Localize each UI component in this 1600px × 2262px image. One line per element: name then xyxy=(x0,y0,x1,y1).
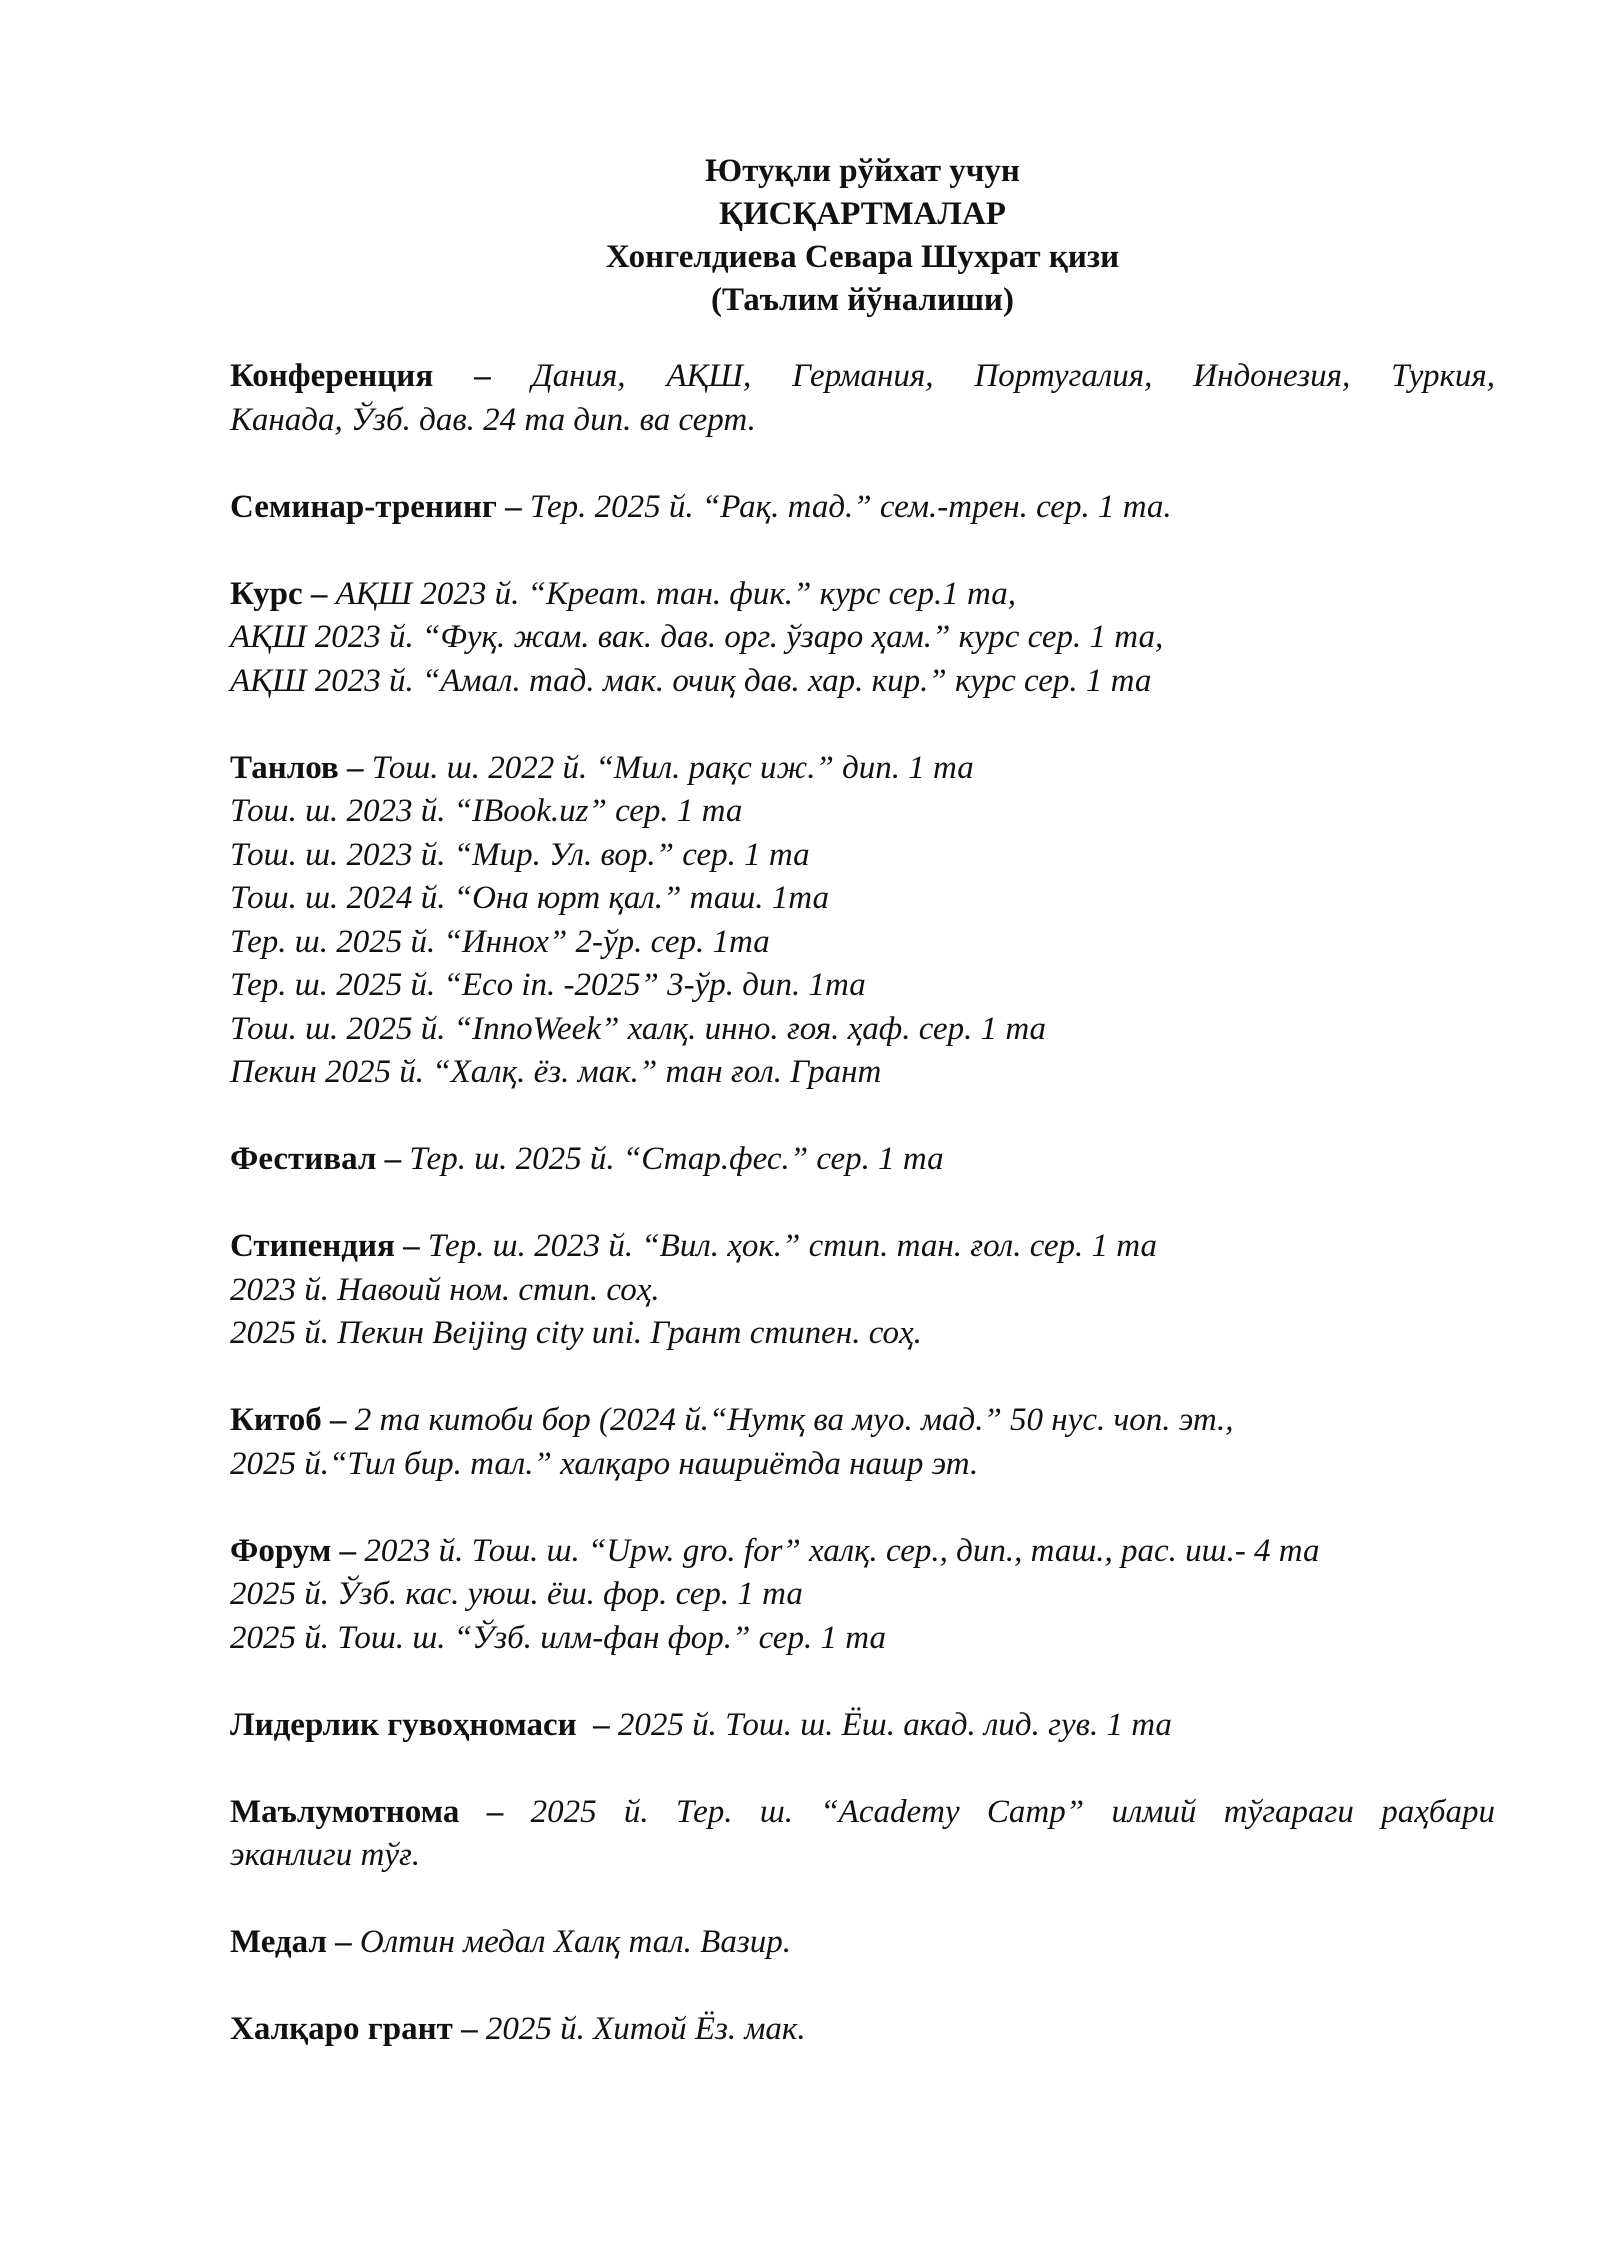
section-text: 2 та китоби бор (2024 й.“Нутқ ва муо. мад.” 50 нус. чоп. эт., xyxy=(346,1402,1234,1438)
section-international-grant xyxy=(230,2008,1495,2052)
section-line: 2025 й. Тош. ш. “Ўзб. илм-фан фор.” сер. 1 та xyxy=(230,1619,886,1656)
section-line: Пекин 2025 й. “Халқ. ёз. мак.” тан ғол. Грант xyxy=(230,1054,882,1090)
section-leadership-certificate xyxy=(230,1704,1495,1748)
section-text: Тер. 2025 й. “Рақ. тад.” сем.-трен. сер. 1 та. xyxy=(521,488,1172,525)
section-line: Тош. ш. 2024 й. “Она юрт қал.” таш. 1та xyxy=(230,880,830,916)
section-text: 2023 й. Тош. ш. “Upw. gro. for” халқ. сер., дип., таш., рас. иш.- 4 та xyxy=(356,1532,1320,1569)
section-first-line xyxy=(230,1225,1495,1269)
section-line: Тош. ш. 2023 й. “IBook.uz” сер. 1 та xyxy=(230,793,743,829)
section-text: 2025 й. Тош. ш. Ёш. акад. лид. гув. 1 та xyxy=(609,1706,1172,1743)
section-label: Стипендия – xyxy=(230,1228,420,1264)
document-header xyxy=(230,150,1495,322)
section-first-line xyxy=(230,1791,1495,1835)
section-line: Тер. ш. 2025 й. “Eco in. -2025” 3-ўр. дип. 1та xyxy=(230,967,866,1003)
section-line: Канада, Ўзб. дав. 24 та дип. ва серт. xyxy=(230,401,756,438)
section-line: 2025 й. Пекин Beijing city uni. Грант стипен. соҳ. xyxy=(230,1315,922,1351)
section-line: 2025 й.“Тил бир. тал.” халқаро нашриётда нашр эт. xyxy=(230,1445,979,1482)
section-first-line xyxy=(230,1138,1495,1182)
section-label: Лидерлик гувоҳномаси – xyxy=(230,1706,610,1743)
section-first-line xyxy=(230,2008,1495,2052)
section-label: Форум – xyxy=(230,1532,357,1569)
section-conference xyxy=(230,355,1495,442)
section-label: Китоб – xyxy=(230,1402,347,1438)
section-first-line xyxy=(230,573,1495,617)
section-line: Тош. ш. 2023 й. “Мир. Ул. вор.” сер. 1 та xyxy=(230,836,810,873)
section-reference-letter xyxy=(230,1791,1495,1878)
section-label: Халқаро грант – xyxy=(230,2011,478,2047)
section-seminar-training xyxy=(230,486,1495,530)
section-competition xyxy=(230,747,1495,1095)
section-line: АҚШ 2023 й. “Амал. тад. мак. очиқ дав. хар. кир.” курс сер. 1 та xyxy=(230,662,1152,699)
section-medal xyxy=(230,1921,1495,1965)
section-line: 2025 й. Ўзб. кас. уюш. ёш. фор. сер. 1 та xyxy=(230,1576,803,1612)
document-page xyxy=(230,150,1495,2095)
section-line: Тош. ш. 2025 й. “InnoWeek” халқ. инно. ғоя. ҳаф. сер. 1 та xyxy=(230,1010,1047,1047)
section-line: Тер. ш. 2025 й. “Иннох” 2-ўр. сер. 1та xyxy=(230,923,770,960)
section-first-line xyxy=(230,1921,1495,1965)
section-label: Курс – xyxy=(230,575,328,612)
section-label: Фестивал – xyxy=(230,1141,402,1177)
section-festival xyxy=(230,1138,1495,1182)
section-line: АҚШ 2023 й. “Фуқ. жам. вак. дав. орг. ўзаро ҳам.” курс сер. 1 та, xyxy=(230,619,1164,655)
section-text: АҚШ 2023 й. “Креат. тан. фик.” курс сер.1 та, xyxy=(327,575,1017,612)
section-line: 2023 й. Навоий ном. стип. соҳ. xyxy=(230,1271,660,1308)
section-text: Дания, АҚШ, Германия, Португалия, Индонезия, Туркия, xyxy=(490,358,1495,394)
section-first-line xyxy=(230,486,1495,530)
section-text: Тер. ш. 2025 й. “Стар.фес.” сер. 1 та xyxy=(401,1141,944,1177)
section-first-line xyxy=(230,747,1495,791)
section-label: Конференция – xyxy=(230,358,491,394)
section-text: 2025 й. Тер. ш. “Academy Camp” илмий тўгараги раҳбари xyxy=(503,1793,1496,1830)
section-text: Тош. ш. 2022 й. “Мил. рақс иж.” дип. 1 та xyxy=(363,749,974,786)
section-label: Танлов – xyxy=(230,749,364,786)
section-first-line xyxy=(230,1704,1495,1748)
section-line: эканлиги тўғ. xyxy=(230,1837,421,1873)
section-first-line xyxy=(230,1399,1495,1443)
section-text: Олтин медал Халқ тал. Вазир. xyxy=(351,1924,791,1960)
section-forum xyxy=(230,1530,1495,1661)
header-person-name: Хонгелдиева Севара Шухрат қизи xyxy=(605,239,1120,275)
section-text: Тер. ш. 2023 й. “Вил. ҳок.” стип. тан. ғол. сер. 1 та xyxy=(419,1228,1158,1264)
header-direction: (Таълим йўналиши) xyxy=(711,282,1014,318)
section-label: Медал – xyxy=(230,1924,352,1960)
section-book xyxy=(230,1399,1495,1486)
section-label: Семинар-тренинг – xyxy=(230,488,522,525)
section-label: Маълумотнома – xyxy=(230,1793,504,1830)
section-first-line xyxy=(230,355,1495,399)
section-text: 2025 й. Хитой Ёз. мак. xyxy=(477,2011,806,2047)
header-subtitle: Ютуқли рўйхат учун xyxy=(705,153,1020,189)
section-course xyxy=(230,573,1495,704)
header-title: ҚИСҚАРТМАЛАР xyxy=(719,196,1006,232)
section-scholarship xyxy=(230,1225,1495,1356)
section-first-line xyxy=(230,1530,1495,1574)
